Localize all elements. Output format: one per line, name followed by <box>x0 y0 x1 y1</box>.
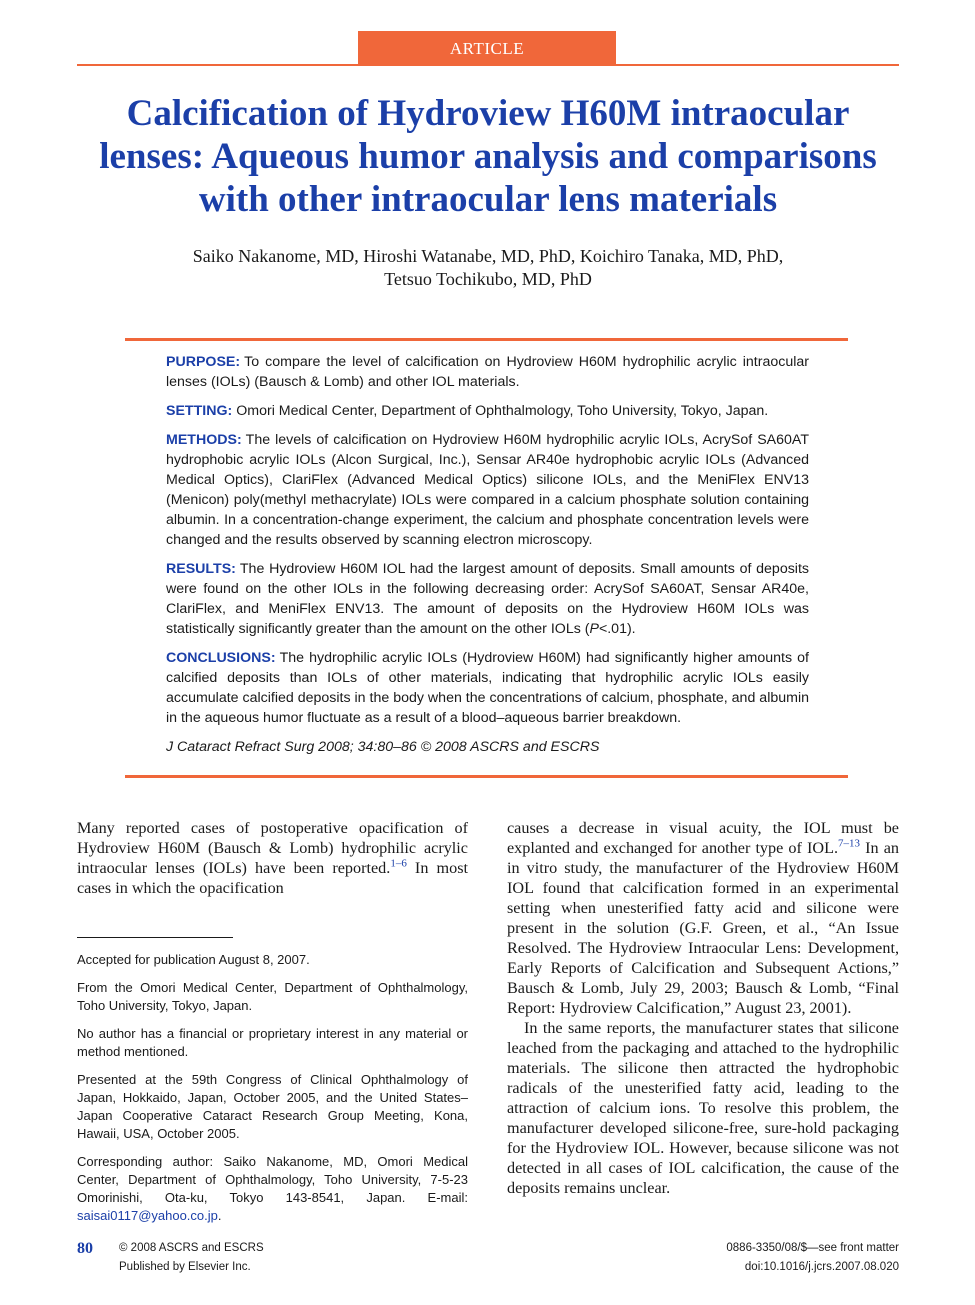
body-text: Many reported cases of postoperative opacification of Hydroview H60M (Bausch & Lomb) hydrophilic acrylic intraocular lenses (IOLs) have been reported. <box>77 819 468 877</box>
email-link[interactable]: saisai0117@yahoo.co.jp <box>77 1208 218 1223</box>
author-line: Tetsuo Tochikubo, MD, PhD <box>384 269 592 289</box>
footnote-corresponding <box>77 1153 468 1225</box>
purpose-text: To compare the level of calcification on Hydroview H60M hydrophilic acrylic intraocular lenses (IOLs) (Bausch & Lomb) and other IOL materials. <box>166 354 809 390</box>
body-left-column <box>77 818 468 898</box>
body-paragraph: In the same reports, the manufacturer states that silicone leached from the packaging and attached to the hydrophilic materials. The silicone then attracted the hydrophobic radicals of the unesterified fatty acid, leading to the attraction of calcium ions. To resolve this problem, the manufacturer developed silicone-free, sure-hold packaging for the Hydroview IOL. However, because silicone was not detected in all cases of IOL calcification, the cause of the deposits remains unclear. <box>507 1019 899 1197</box>
footer-issn: 0886-3350/08/$—see front matter <box>726 1242 899 1254</box>
abstract-bottom-rule <box>125 775 848 778</box>
page-number: 80 <box>77 1240 93 1257</box>
author-list <box>60 245 916 291</box>
reference-link[interactable]: 1–6 <box>390 857 407 870</box>
article-title <box>60 92 916 221</box>
methods-text: The levels of calcification on Hydroview H60M hydrophilic acrylic IOLs, AcrySof SA60AT hydrophobic acrylic IOLs (Alcon Surgical, Inc.), Sensar AR40e hydrophobic acrylic IOLs (Advanced Medical Optics), ClariFlex (Advanced Medical Optics) silicone IOLs, and the MeniFlex ENV13 (Menicon) poly(methyl methacrylate) IOLs were compared in a calcium phosphate solution containing albumin. In a concentration-change experiment, the calcium and phosphate concentration levels were changed and the results observed by scanning electron microscopy. <box>166 432 809 548</box>
footnote-rule <box>77 937 233 938</box>
methods-label: METHODS: <box>166 432 242 448</box>
corresponding-text: Corresponding author: Saiko Nakanome, MD, Omori Medical Center, Department of Ophthalmology, Toho University, 7-5-23 Omorinishi, Ota-ku, Tokyo 143-8541, Japan. E-mail: <box>77 1154 468 1205</box>
body-text: In most cases in which the opacification <box>77 859 468 897</box>
results-text: The Hydroview H60M IOL had the largest amount of deposits. Small amounts of deposits were found on the other IOLs in the following decreasing order: AcrySof SA60AT, Sensar AR40e, ClariFlex, and MeniFlex ENV13. The amount of deposits on the Hydroview H60M IOLs was statistically significantly greater than the amount on the other IOLs ( <box>166 561 809 637</box>
article-type-tag: ARTICLE <box>358 31 616 65</box>
footer-copyright: © 2008 ASCRS and ESCRS <box>119 1242 264 1254</box>
footnote-interest: No author has a financial or proprietary interest in any material or method mentioned. <box>77 1026 468 1059</box>
abstract-conclusions <box>166 648 809 728</box>
results-p-value: P <box>589 621 599 637</box>
journal-citation: J Cataract Refract Surg 2008; 34:80–86 © 2008 ASCRS and ESCRS <box>166 739 600 755</box>
purpose-label: PURPOSE: <box>166 354 241 370</box>
abstract-results <box>166 559 809 639</box>
body-text: In an in vitro study, the manufacturer of the Hydroview H60M IOL found that calcification formed in an experimental setting when unesterified fatty acid and silicone were present in the solution (G.F. Green, et al., “An Issue Resolved. The Hydroview Intraocular Lens: Development, Early Reports of Calcification and Subsequent Actions,” Bausch & Lomb, July 29, 2003; Bausch & Lomb, “Final Report: Hydroview Calcification,” August 23, 2001). <box>507 839 900 1017</box>
corresponding-end: . <box>217 1208 222 1223</box>
title-line: lenses: Aqueous humor analysis and comparisons <box>99 136 877 177</box>
body-paragraph <box>77 818 468 898</box>
abstract-top-rule <box>125 338 848 341</box>
body-right-column <box>507 818 899 1198</box>
conclusions-text: The hydrophilic acrylic IOLs (Hydroview H60M) had significantly higher amounts of calcified deposits than IOLs of other materials, indicating that hydrophilic acrylic IOLs easily accumulate calcified deposits in the body when the concentrations of calcium, phosphate, and albumin in the aqueous humor fluctuate as a result of a blood–aqueous barrier breakdown. <box>166 650 809 726</box>
footnotes <box>77 951 468 1235</box>
conclusions-label: CONCLUSIONS: <box>166 650 276 666</box>
footer-publisher: Published by Elsevier Inc. <box>119 1261 251 1273</box>
results-label: RESULTS: <box>166 561 236 577</box>
abstract-methods <box>166 430 809 550</box>
title-line: with other intraocular lens materials <box>198 179 778 220</box>
footer-doi[interactable]: doi:10.1016/j.jcrs.2007.08.020 <box>744 1261 899 1273</box>
footnote-accepted: Accepted for publication August 8, 2007. <box>77 952 310 967</box>
abstract <box>166 352 809 766</box>
author-line: Saiko Nakanome, MD, Hiroshi Watanabe, MD, PhD, Koichiro Tanaka, MD, PhD, <box>192 246 784 266</box>
setting-text: Omori Medical Center, Department of Ophthalmology, Toho University, Tokyo, Japan. <box>236 403 769 419</box>
abstract-setting <box>166 401 809 421</box>
footnote-presented: Presented at the 59th Congress of Clinical Ophthalmology of Japan, Hokkaido, Japan, October 2005, and the United States–Japan Cooperative Cataract Research Group Meeting, Kona, Hawaii, USA, October 2005. <box>77 1072 468 1141</box>
body-paragraph <box>507 818 899 1018</box>
abstract-purpose <box>166 352 809 392</box>
results-text-end: <.01). <box>598 621 636 637</box>
footnote-affiliation: From the Omori Medical Center, Department of Ophthalmology, Toho University, Tokyo, Japan. <box>77 980 468 1013</box>
title-line: Calcification of Hydroview H60M intraocular <box>126 93 850 134</box>
reference-link[interactable]: 7–13 <box>838 837 861 850</box>
header-rule <box>77 64 899 66</box>
setting-label: SETTING: <box>166 403 233 419</box>
body-text: causes a decrease in visual acuity, the IOL must be explanted and exchanged for another type of IOL. <box>507 819 899 857</box>
